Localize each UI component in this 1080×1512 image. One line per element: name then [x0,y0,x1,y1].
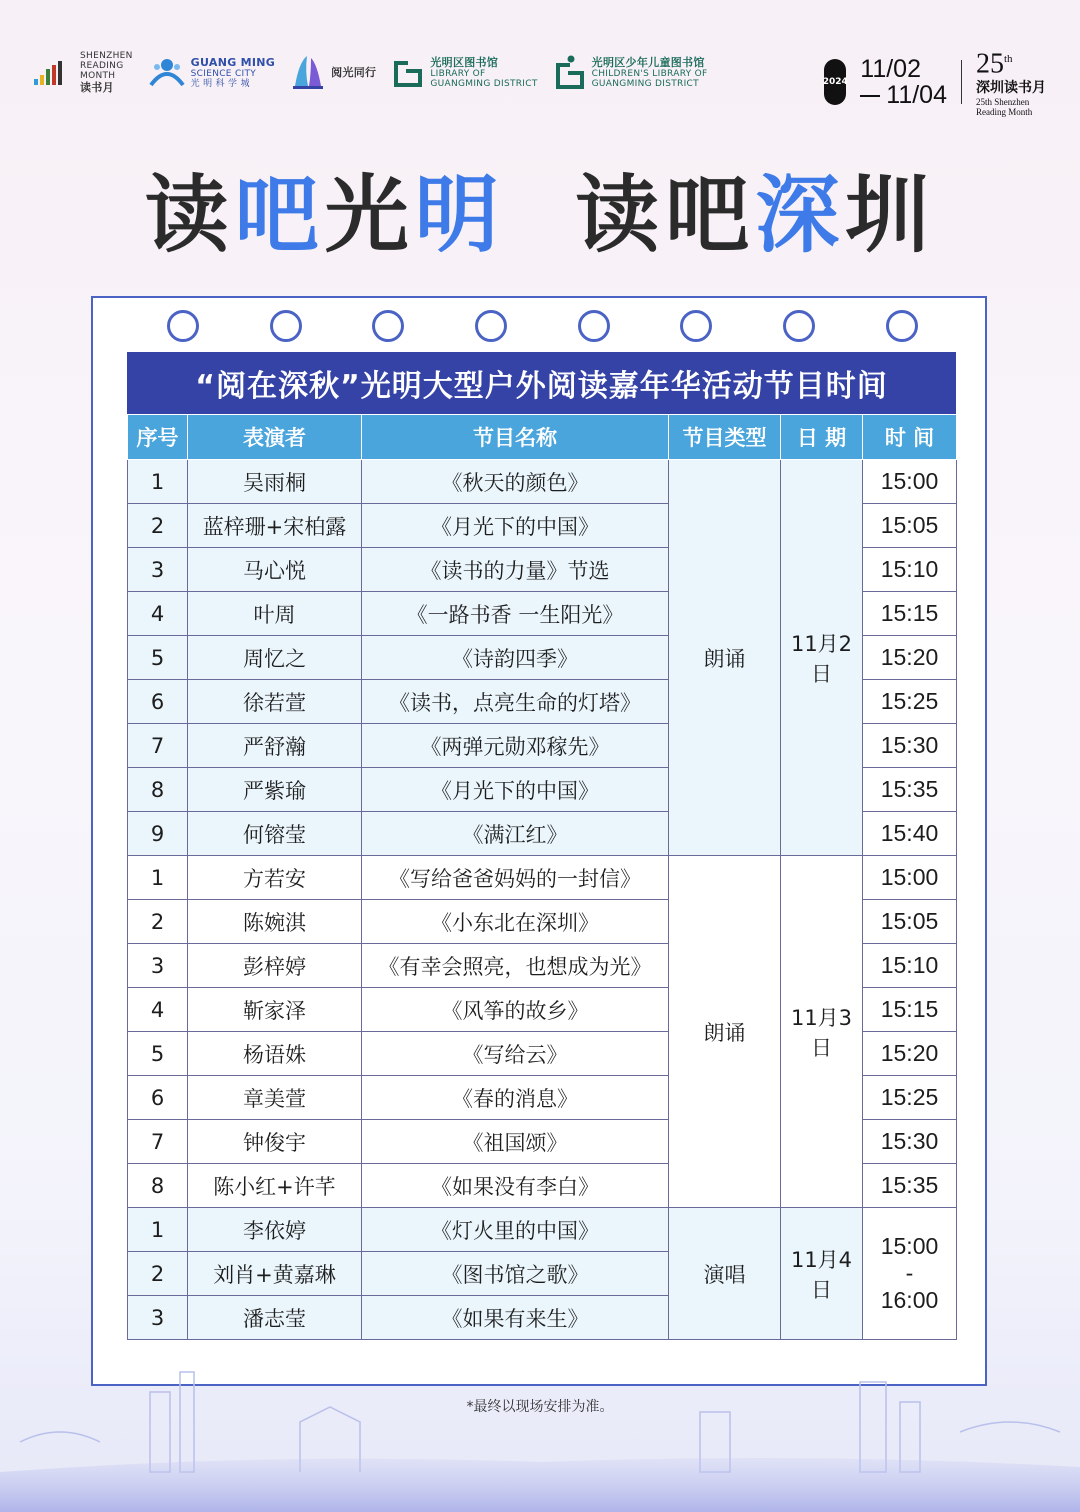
seq-cell: 4 [128,592,188,636]
program-cell: 《灯火里的中国》 [362,1208,669,1252]
edition-cn: 深圳读书月 [976,80,1046,97]
guangming-science-city-logo [149,55,275,89]
time-cell: 15:10 [863,944,957,988]
program-cell: 《读书的力量》节选 [362,548,669,592]
column-header: 日 期 [781,415,863,460]
time-cell: 15:35 [863,1164,957,1208]
type-cell: 朗诵 [669,460,781,856]
time-start: 15:00 [880,1233,939,1259]
performer-cell: 彭梓婷 [188,944,362,988]
program-cell: 《一路书香 一生阳光》 [362,592,669,636]
program-cell: 《有幸会照亮，也想成为光》 [362,944,669,988]
logo-text-line: 阅光同行 [331,65,377,79]
seq-cell: 5 [128,1032,188,1076]
performer-cell: 严舒瀚 [188,724,362,768]
performer-cell: 徐若萱 [188,680,362,724]
reading-month-badge [976,46,1046,117]
ring-icon [167,310,199,342]
performer-cell: 李依婷 [188,1208,362,1252]
edition-en-1: 25th Shenzhen [976,97,1030,108]
seq-cell: 9 [128,812,188,856]
edition-suffix: th [1004,53,1013,65]
seq-cell: 2 [128,504,188,548]
date-start: 11/02 [860,54,921,83]
seq-cell: 2 [128,1252,188,1296]
page-headline [0,148,1080,269]
ring-icon [475,310,507,342]
performer-cell: 蓝梓珊+宋柏露 [188,504,362,548]
yue-guang-tong-xing-logo [291,52,376,92]
divider [961,60,962,104]
performer-cell: 陈小红+许芊 [188,1164,362,1208]
headline-highlight: 吧 [234,166,325,264]
shenzhen-reading-month-logo [34,51,133,94]
edition-en-2: Reading Month [976,107,1033,118]
seq-cell: 7 [128,1120,188,1164]
time-cell: 15:30 [863,1120,957,1164]
time-cell: 15:15 [863,592,957,636]
year-badge [824,59,846,105]
performer-cell: 章美萱 [188,1076,362,1120]
seq-cell: 6 [128,680,188,724]
performer-cell: 周忆之 [188,636,362,680]
date-cell: 11月3日 [781,856,863,1208]
program-cell: 《春的消息》 [362,1076,669,1120]
seq-cell: 3 [128,944,188,988]
time-cell: 15:05 [863,900,957,944]
performer-cell: 靳家泽 [188,988,362,1032]
book-wing-icon [291,52,325,92]
library-icon [392,57,424,87]
logo-text-line: SCIENCE CITY [190,68,257,79]
binder-rings [93,310,985,342]
column-header: 时 间 [863,415,957,460]
seq-cell: 5 [128,636,188,680]
science-city-icon [149,55,185,89]
headline-part: 圳 [845,166,936,264]
date-cell: 11月2日 [781,460,863,856]
logo-text-line: GUANGMING DISTRICT [430,78,538,89]
seq-cell: 2 [128,900,188,944]
program-cell: 《如果有来生》 [362,1296,669,1340]
ring-icon [270,310,302,342]
logo-text-line: 光 明 科 学 城 [190,78,250,89]
childrens-library-icon [554,55,586,89]
logo-text-line: SHENZHEN [80,50,133,61]
program-cell: 《满江红》 [362,812,669,856]
seq-cell: 3 [128,548,188,592]
edition-number: 25 [976,48,1004,80]
performer-cell: 马心悦 [188,548,362,592]
program-cell: 《祖国颂》 [362,1120,669,1164]
table-row [128,1208,957,1252]
program-cell: 《读书，点亮生命的灯塔》 [362,680,669,724]
logo-bar [34,44,708,100]
performer-cell: 杨语姝 [188,1032,362,1076]
headline-highlight: 深 [755,166,846,264]
ring-icon [886,310,918,342]
column-header: 节目名称 [362,415,669,460]
performer-cell: 潘志莹 [188,1296,362,1340]
headline-part: 光 [324,166,415,264]
table-row [128,460,957,504]
seq-cell: 3 [128,1296,188,1340]
program-cell: 《月光下的中国》 [362,768,669,812]
type-cell: 演唱 [669,1208,781,1340]
seq-cell: 1 [128,460,188,504]
arrow-icon [860,95,880,97]
program-cell: 《两弹元勋邓稼先》 [362,724,669,768]
time-cell: 15:20 [863,636,957,680]
guangming-childrens-library-logo [554,55,708,89]
time-cell: 15:10 [863,548,957,592]
performer-cell: 严紫瑜 [188,768,362,812]
time-cell: 15:15 [863,988,957,1032]
headline-part: 读吧 [575,166,756,264]
column-header: 节目类型 [669,415,781,460]
logo-text-line: 读书月 [80,80,114,94]
performer-cell: 叶周 [188,592,362,636]
ring-icon [680,310,712,342]
program-cell: 《小东北在深圳》 [362,900,669,944]
performer-cell: 何镕莹 [188,812,362,856]
performer-cell: 陈婉淇 [188,900,362,944]
year-text: 2024 [822,76,848,87]
program-cell: 《秋天的颜色》 [362,460,669,504]
program-cell: 《诗韵四季》 [362,636,669,680]
time-cell: 15:00 [863,460,957,504]
footnote: *最终以现场安排为准。 [466,1399,614,1415]
schedule-table [127,414,957,1340]
performer-cell: 方若安 [188,856,362,900]
logo-text-line: MONTH [80,70,116,81]
logo-text-line: GUANGMING DISTRICT [591,78,699,89]
performer-cell: 吴雨桐 [188,460,362,504]
headline-part: 读 [144,166,235,264]
city-skyline-decoration [0,1352,1080,1512]
time-cell: 15:25 [863,1076,957,1120]
date-end: 11/04 [886,80,947,109]
program-cell: 《写给云》 [362,1032,669,1076]
program-cell: 《如果没有李白》 [362,1164,669,1208]
performer-cell: 刘肖+黄嘉琳 [188,1252,362,1296]
logo-text-line: 光明区图书馆 [430,55,499,69]
time-cell: 15:00 [863,856,957,900]
table-row [128,856,957,900]
column-header: 表演者 [188,415,362,460]
seq-cell: 1 [128,1208,188,1252]
seq-cell: 7 [128,724,188,768]
seq-cell: 6 [128,1076,188,1120]
logo-text-line: 光明区少年儿童图书馆 [591,55,705,69]
table-title: “阅在深秋”光明大型户外阅读嘉年华活动节目时间 [127,352,956,414]
date-cell: 11月4日 [781,1208,863,1340]
time-cell: 15:35 [863,768,957,812]
time-separator: - [905,1260,914,1286]
seq-cell: 8 [128,1164,188,1208]
logo-text-line: LIBRARY OF [430,68,486,79]
program-cell: 《写给爸爸妈妈的一封信》 [362,856,669,900]
ring-icon [578,310,610,342]
time-cell: 15:25 [863,680,957,724]
logo-text-line: GUANG MING [190,55,276,69]
time-cell: 15:20 [863,1032,957,1076]
ring-icon [372,310,404,342]
schedule-card [91,296,987,1386]
headline-highlight: 明 [414,166,505,264]
seq-cell: 4 [128,988,188,1032]
logo-text-line: READING [80,60,124,71]
time-range-cell [863,1208,957,1340]
ring-icon [783,310,815,342]
event-dates [824,46,1046,117]
type-cell: 朗诵 [669,856,781,1208]
guangming-library-logo [392,56,537,89]
seq-cell: 1 [128,856,188,900]
seq-cell: 8 [128,768,188,812]
time-cell: 15:40 [863,812,957,856]
program-cell: 《图书馆之歌》 [362,1252,669,1296]
bars-icon [34,57,74,87]
time-cell: 15:30 [863,724,957,768]
column-header: 序号 [128,415,188,460]
logo-text-line: CHILDREN'S LIBRARY OF [591,68,708,79]
program-cell: 《月光下的中国》 [362,504,669,548]
table-header-row [128,415,957,460]
program-cell: 《风筝的故乡》 [362,988,669,1032]
time-cell: 15:05 [863,504,957,548]
performer-cell: 钟俊宇 [188,1120,362,1164]
time-end: 16:00 [880,1287,939,1313]
